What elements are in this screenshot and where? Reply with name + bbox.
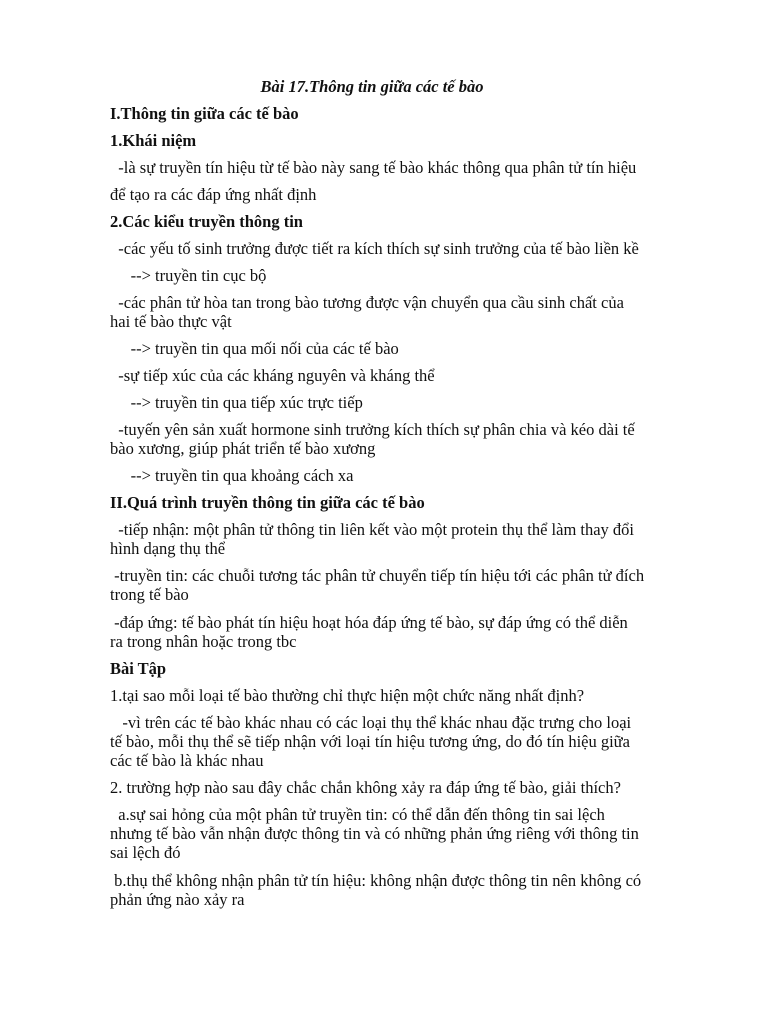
- text-line: để tạo ra các đáp ứng nhất định: [110, 185, 317, 204]
- subsection-heading: 2.Các kiểu truyền thông tin: [110, 212, 303, 231]
- text-line: --> truyền tin qua tiếp xúc trực tiếp: [110, 393, 363, 412]
- answer-line: -vì trên các tế bào khác nhau có các loại thụ thể khác nhau đặc trưng cho loại: [110, 713, 632, 732]
- text-line: -tuyến yên sản xuất hormone sinh trưởng kích thích sự phân chia và kéo dài tế: [110, 420, 635, 439]
- question-line: 2. trường hợp nào sau đây chắc chắn không xảy ra đáp ứng tế bào, giải thích?: [110, 778, 621, 797]
- text-line: -là sự truyền tín hiệu từ tế bào này sang tế bào khác thông qua phân tử tín hiệu: [110, 158, 637, 177]
- section-heading: II.Quá trình truyền thông tin giữa các tế bào: [110, 493, 425, 512]
- text-line: --> truyền tin qua khoảng cách xa: [110, 466, 354, 485]
- answer-line: phản ứng nào xảy ra: [110, 890, 245, 909]
- text-line: -đáp ứng: tế bào phát tín hiệu hoạt hóa đáp ứng tế bào, sự đáp ứng có thể diễn: [110, 613, 628, 632]
- text-line: --> truyền tin cục bộ: [110, 266, 267, 285]
- section-heading: I.Thông tin giữa các tế bào: [110, 104, 299, 123]
- text-line: hai tế bào thực vật: [110, 312, 232, 331]
- page-title: Bài 17.Thông tin giữa các tế bào: [260, 77, 484, 96]
- subsection-heading: 1.Khái niệm: [110, 131, 197, 150]
- text-line: --> truyền tin qua mối nối của các tế bào: [110, 339, 399, 358]
- question-line: 1.tại sao mỗi loại tế bào thường chỉ thực hiện một chức năng nhất định?: [110, 686, 585, 705]
- text-line: bào xương, giúp phát triển tế bào xương: [110, 439, 376, 458]
- answer-line: các tế bào là khác nhau: [110, 751, 264, 770]
- text-line: ra trong nhân hoặc trong tbc: [110, 632, 297, 651]
- exercise-heading: Bài Tập: [110, 659, 167, 678]
- text-line: -truyền tin: các chuỗi tương tác phân tử chuyển tiếp tín hiệu tới các phân tử đích: [110, 566, 645, 585]
- text-line: hình dạng thụ thể: [110, 539, 226, 558]
- answer-line: b.thụ thể không nhận phân tử tín hiệu: không nhận được thông tin nên không có: [110, 871, 642, 890]
- text-line: -các yếu tố sinh trưởng được tiết ra kích thích sự sinh trưởng của tế bào liền kề: [110, 239, 639, 258]
- answer-line: sai lệch đó: [110, 843, 181, 862]
- answer-line: a.sự sai hỏng của một phân tử truyền tin: có thể dẫn đến thông tin sai lệch: [110, 805, 605, 824]
- text-line: trong tế bào: [110, 585, 189, 604]
- answer-line: tế bào, mỗi thụ thể sẽ tiếp nhận với loại tín hiệu tương ứng, do đó tín hiệu giữa: [110, 732, 630, 751]
- text-line: -tiếp nhận: một phân tử thông tin liên kết vào một protein thụ thể làm thay đổi: [110, 520, 635, 539]
- text-line: -sự tiếp xúc của các kháng nguyên và kháng thể: [110, 366, 435, 385]
- answer-line: nhưng tế bào vẫn nhận được thông tin và có những phản ứng riêng với thông tin: [110, 824, 639, 843]
- text-line: -các phân tử hòa tan trong bào tương được vận chuyển qua cầu sinh chất của: [110, 293, 624, 312]
